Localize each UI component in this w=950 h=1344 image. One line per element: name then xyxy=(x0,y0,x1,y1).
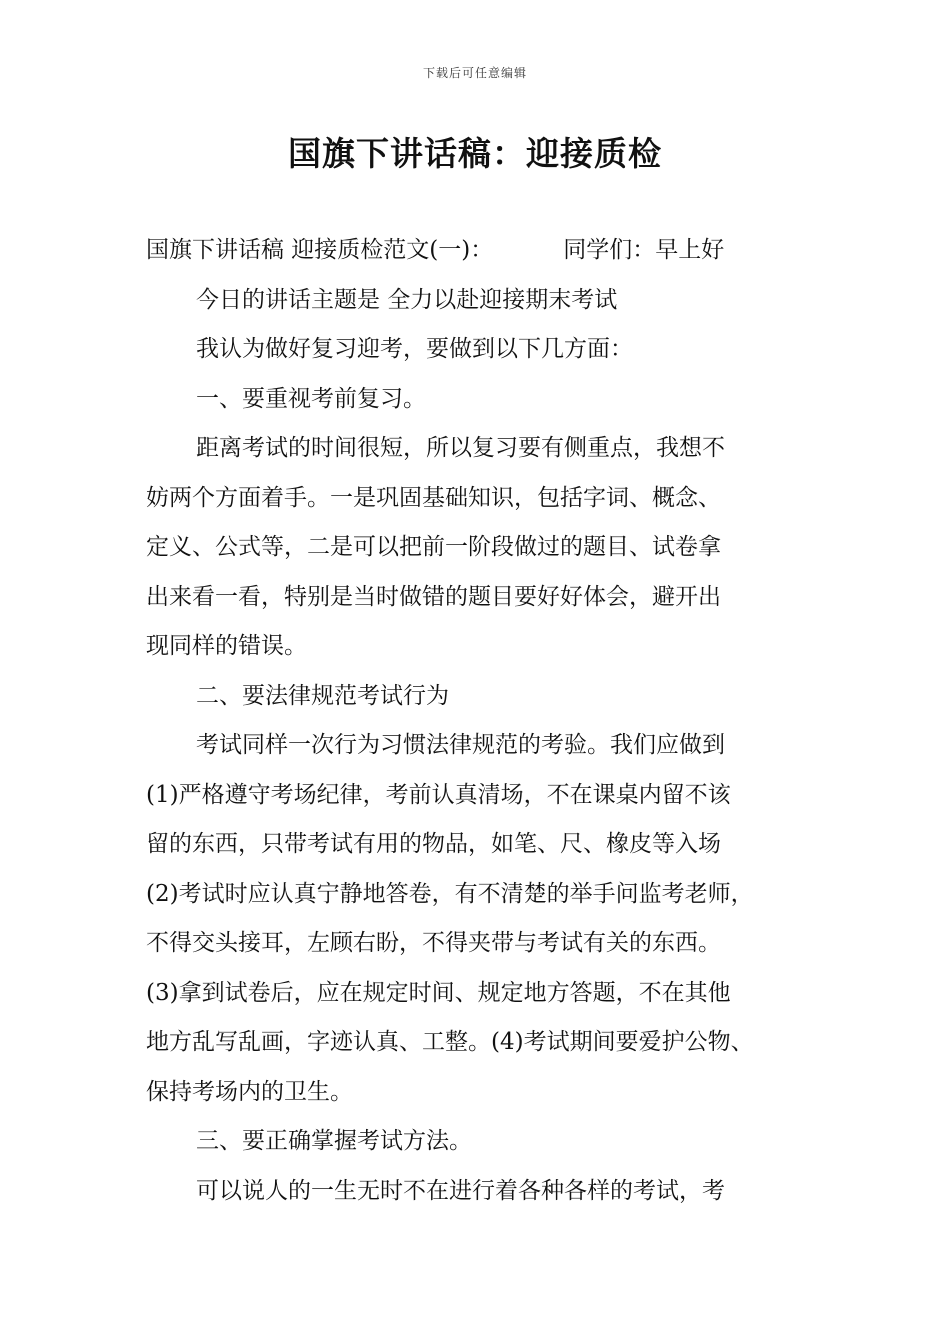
intro-label: 国旗下讲话稿 迎接质检范文(一)： xyxy=(146,237,494,263)
document-body xyxy=(146,226,806,1216)
text-line xyxy=(146,226,806,276)
greeting: 同学们：早上好 xyxy=(563,237,725,263)
text-line: 妨两个方面着手。一是巩固基础知识，包括字词、概念、 xyxy=(146,484,721,511)
text-line: 出来看一看，特别是当时做错的题目要好好体会，避开出 xyxy=(146,583,721,610)
header-note: 下载后可任意编辑 xyxy=(422,66,527,80)
page-title: 国旗下讲话稿：迎接质检 xyxy=(288,134,662,173)
text-line: 距离考试的时间很短，所以复习要有侧重点，我想不 xyxy=(196,435,725,461)
text-line: (3)拿到试卷后，应在规定时间、规定地方答题，不在其他 xyxy=(146,979,731,1006)
text-line: 现同样的错误。 xyxy=(146,633,307,659)
text-line: 留的东西，只带考试有用的物品，如笔、尺、橡皮等入场 xyxy=(146,831,721,857)
text-line: 地方乱写乱画，字迹认真、工整。(4)考试期间要爱护公物、 xyxy=(146,1029,754,1055)
text-line: 可以说人的一生无时不在进行着各种各样的考试，考 xyxy=(196,1177,725,1204)
text-line: (1)严格遵守考场纪律，考前认真清场，不在课桌内留不该 xyxy=(146,781,731,808)
text-line: 保持考场内的卫生。 xyxy=(146,1078,353,1105)
text-line: 我认为做好复习迎考，要做到以下几方面： xyxy=(196,336,633,362)
text-line: 今日的讲话主题是 全力以赴迎接期末考试 xyxy=(196,286,618,313)
text-line: 不得交头接耳，左顾右盼，不得夹带与考试有关的东西。 xyxy=(146,930,721,956)
text-line: 考试同样一次行为习惯法律规范的考验。我们应做到 xyxy=(196,732,725,758)
section-heading: 一、要重视考前复习。 xyxy=(196,385,426,412)
text-line: (2)考试时应认真宁静地答卷，有不清楚的举手问监考老师， xyxy=(146,880,754,907)
section-heading: 三、要正确掌握考试方法。 xyxy=(196,1128,472,1154)
text-line: 定义、公式等，二是可以把前一阶段做过的题目、试卷拿 xyxy=(146,534,721,560)
section-heading: 二、要法律规范考试行为 xyxy=(196,682,449,709)
